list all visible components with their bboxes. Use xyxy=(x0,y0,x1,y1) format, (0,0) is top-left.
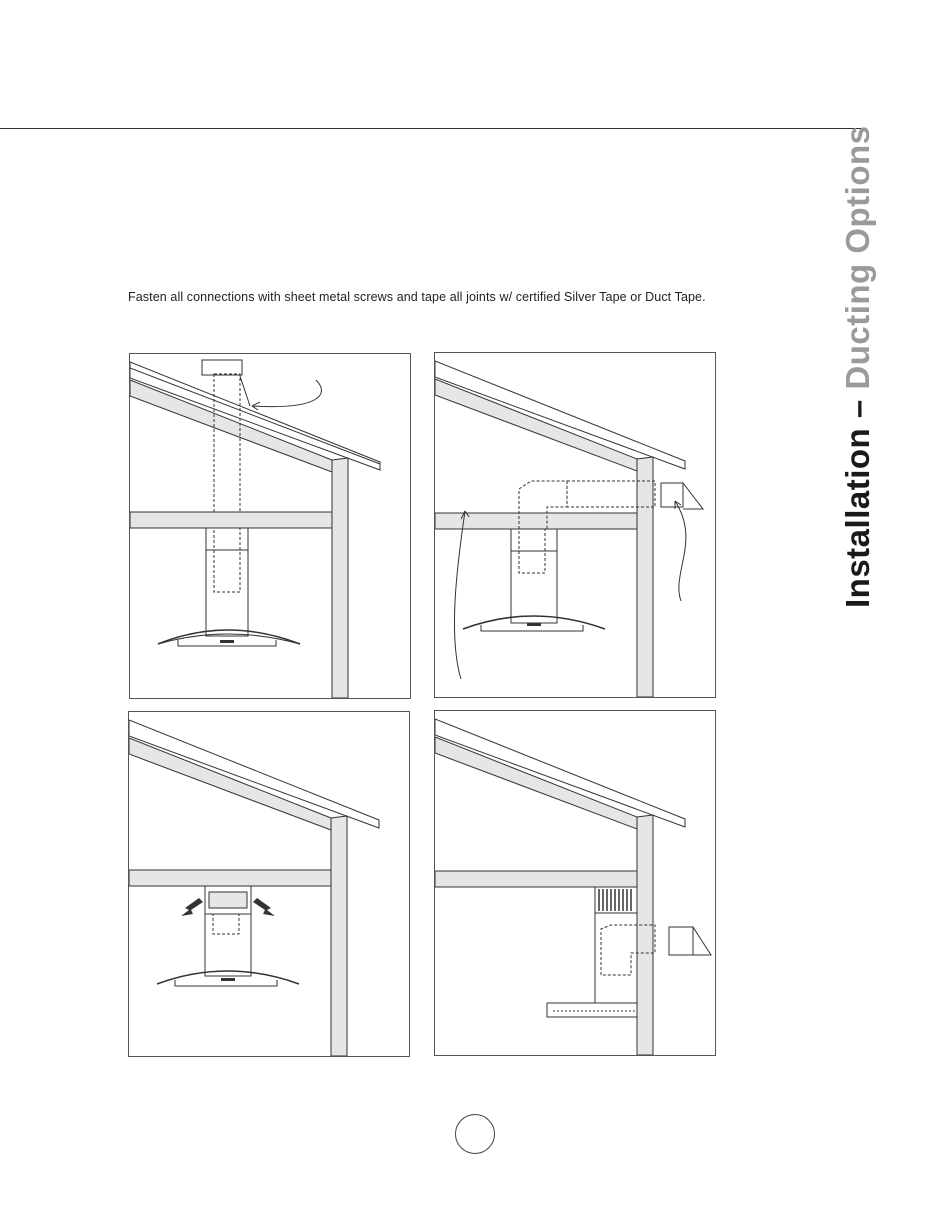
section-title xyxy=(840,125,876,608)
diagram-roof-vent xyxy=(129,353,411,699)
roof-vent-illustration xyxy=(130,354,410,698)
airflow-left-icon xyxy=(181,898,203,916)
airflow-right-icon xyxy=(253,898,275,916)
hood-logo xyxy=(220,640,234,643)
section-title-main: Installation – xyxy=(839,389,876,608)
diagram-wall-mount-vent xyxy=(434,710,716,1056)
header-rule xyxy=(0,128,866,129)
wall-vent-illustration xyxy=(435,353,715,697)
page-number-badge xyxy=(455,1114,495,1154)
section-title-accent: Ducting Options xyxy=(839,125,876,390)
wall-mount-illustration xyxy=(435,711,715,1055)
instruction-text: Fasten all connections with sheet metal screws and tape all joints w/ certified Silver Tape or Duct Tape. xyxy=(128,290,706,304)
diagram-recirculating xyxy=(128,711,410,1057)
recirculating-illustration xyxy=(129,712,409,1056)
diagram-wall-vent xyxy=(434,352,716,698)
